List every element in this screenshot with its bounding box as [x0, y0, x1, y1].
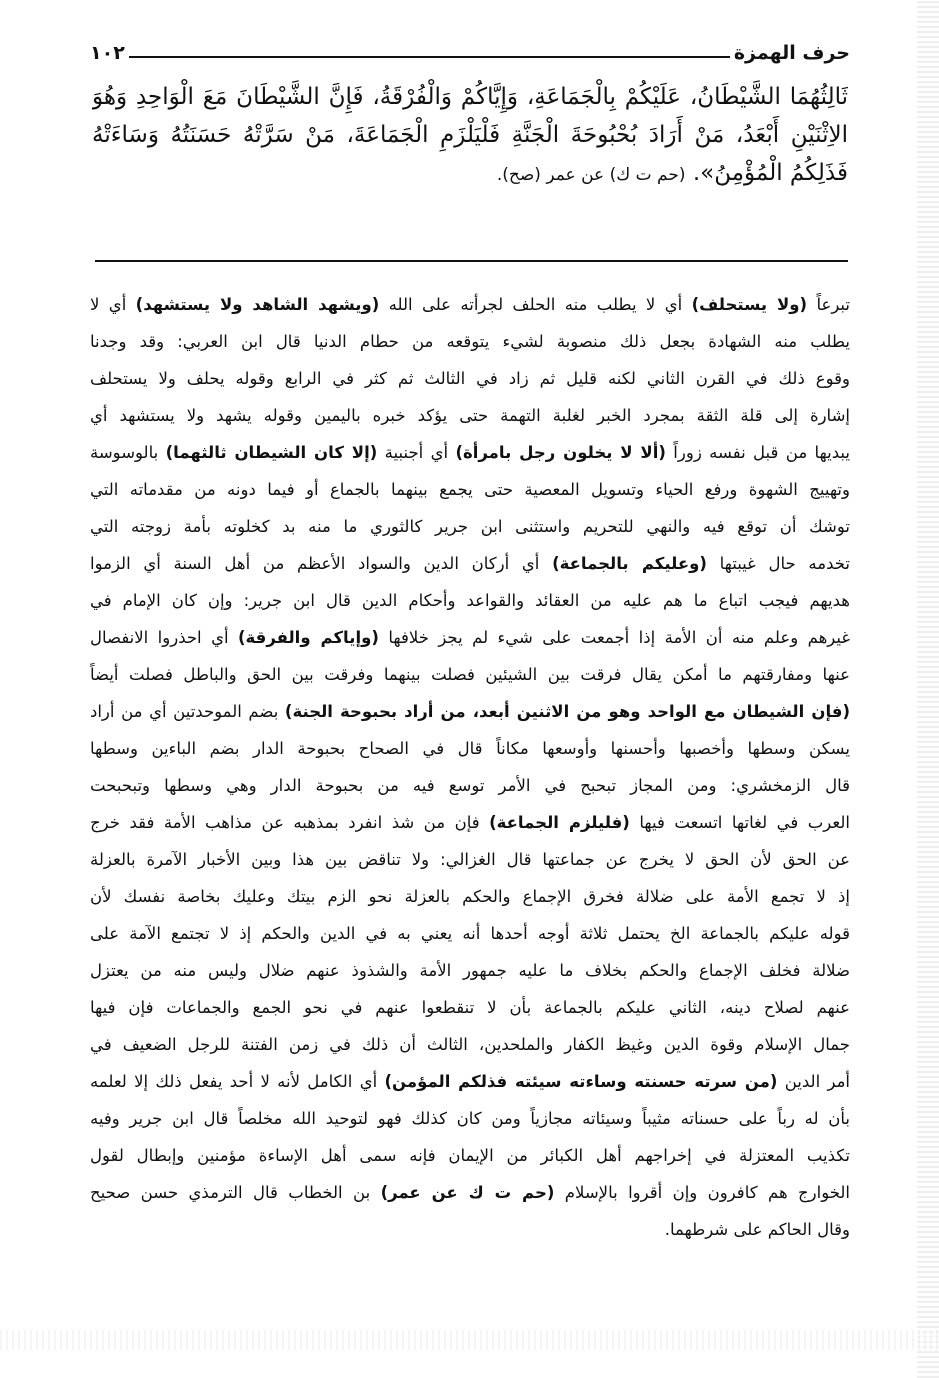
commentary-segment: تكذيب المعتزلة في إخراجهم أهل الكبائر من الإيمان فإنه سمى أهل الإساءة مؤمنين وإبطال لقول — [90, 1146, 850, 1165]
commentary-line — [90, 397, 850, 434]
commentary-segment: أمر الدين — [777, 1072, 850, 1091]
page-number: ١٠٢ — [90, 42, 125, 64]
commentary-line — [90, 952, 850, 989]
commentary-line — [90, 656, 850, 693]
commentary-line — [90, 323, 850, 360]
commentary-segment: جمال الإسلام وقوة الدين وغيظ الكفار والملحدين، الثالث أن ذلك في زمن الفتنة للرجل الضعيف في — [90, 1035, 850, 1054]
quoted-hadith-phrase: (حم ت ك عن عمر) — [380, 1183, 555, 1202]
commentary-segment: العرب في لغاتها اتسعت فيها — [629, 813, 850, 832]
header-rule — [129, 56, 730, 58]
commentary-segment: فإن من شذ انفرد بمذهبه عن مذاهب الأمة فقد خرج — [90, 813, 490, 832]
commentary-line — [90, 286, 850, 323]
commentary-segment: وقال الحاكم على شرطهما. — [664, 1220, 850, 1239]
commentary-line — [90, 1026, 850, 1063]
commentary-line — [90, 804, 850, 841]
commentary-segment: توشك أن توقع فيه والنهي للتحريم واستثنى ابن جرير كالثوري ما منه بد كخلوته بأمة زوجته التي — [90, 517, 850, 536]
commentary-segment: غيرهم وعلم منه أن الأمة إذا أجمعت على شيء لم يجز خلافها — [378, 628, 850, 647]
footnote-divider — [95, 260, 848, 262]
commentary-line — [90, 1137, 850, 1174]
commentary-segment: وتهييج الشهوة ورفع الحياء وتسويل المعصية حتى يجمع بينهما بالجماع أو فيما دونه من مقدماته التي — [90, 480, 850, 499]
commentary-segment: يسكن وسطها وأخصبها وأحسنها وأوسعها مكاناً قال في الصحاح بحبوحة الدار بضم الباءين وسطها — [90, 739, 850, 758]
commentary-line — [90, 582, 850, 619]
commentary-line — [90, 619, 850, 656]
hadith-reference: (حم ت ك) عن عمر (صح). — [496, 165, 686, 185]
commentary-line — [90, 989, 850, 1026]
hadith-line: ثَالِثُهُمَا الشَّيْطَانُ، عَلَيْكُمْ بِالْجَمَاعَةِ، وَإِيَّاكُمْ وَالْفُرْقَةُ، فَإِنَّ الشَّيْطَانَ مَعَ الْوَاحِدِ وَهُوَ — [92, 84, 848, 110]
scan-page-edge — [917, 0, 939, 1378]
commentary-line — [90, 841, 850, 878]
commentary-segment: أي أركان الدين والسواد الأعظم من أهل السنة أي الزموا — [90, 554, 553, 573]
commentary-line — [90, 878, 850, 915]
commentary-segment: بالوسوسة — [90, 443, 166, 462]
commentary-line — [90, 545, 850, 582]
commentary-segment: يطلب منه الشهادة بجعل ذلك منصوبة لشيء يتوقعه من حطام الدنيا قال ابن العربي: وقد وجدنا — [90, 332, 850, 351]
quoted-hadith-phrase: (ألا لا يخلون رجل بامرأة) — [455, 443, 666, 462]
chapter-title: حرف الهمزة — [733, 42, 850, 64]
commentary-segment: قال الزمخشري: ومن المجاز تبحبح في الأمر توسع فيه من بحبوحة الدار وهي وسطها وتبحبحت — [90, 776, 850, 795]
quoted-hadith-phrase: (ولا يستحلف) — [691, 295, 808, 314]
commentary-text — [90, 286, 850, 1248]
quoted-hadith-phrase: (من سرته حسنته وساءته سيئته فذلكم المؤمن) — [384, 1072, 778, 1091]
commentary-line — [90, 508, 850, 545]
commentary-segment: بأن له رباً على حسناته مثيباً وسيئاته مجازياً ومن كان كذلك فهو لتوحيد الله مخلصاً قال ابن جرير وفيه — [90, 1109, 850, 1128]
commentary-segment: يبديها من قبل نفسه زوراً — [665, 443, 850, 462]
quoted-hadith-phrase: (إلا كان الشيطان ثالثهما) — [165, 443, 378, 462]
commentary-segment: وقوع ذلك في القرن الثاني لكنه قليل ثم زاد في الثالث ثم كثر في الرابع وقوله يحلف ولا يستحلف — [90, 369, 850, 388]
hadith-line — [92, 154, 848, 192]
commentary-line — [90, 1100, 850, 1137]
quoted-hadith-phrase: (فإن الشيطان مع الواحد وهو من الاثنين أبعد، من أراد بحبوحة الجنة) — [284, 702, 850, 721]
commentary-segment: أي لا — [90, 295, 136, 314]
scan-bottom-edge — [0, 1330, 939, 1350]
commentary-line — [90, 767, 850, 804]
commentary-segment: عن الحق لأن الحق لا يخرج عن جماعتها قال الغزالي: ولا تناقض بين هذا وبين الأخبار الآمرة بالعزلة — [90, 850, 850, 869]
commentary-line — [90, 1174, 850, 1211]
commentary-segment: ضلالة فخلف الإجماع والحكم بخلاف ما عليه جمهور الأمة والشذوذ عنهم ضلال وليس منه من يعتزل — [90, 961, 850, 980]
commentary-line — [90, 434, 850, 471]
quoted-hadith-phrase: (ويشهد الشاهد ولا يستشهد) — [135, 295, 380, 314]
commentary-line — [90, 915, 850, 952]
commentary-segment: تخدمه حال غيبتها — [706, 554, 850, 573]
commentary-segment: إشارة إلى قلة الثقة بمجرد الخبر لغلبة التهمة حتى يؤكد خبره باليمين وقوله يشهد ولا يستشهد أي — [90, 406, 850, 425]
commentary-line — [90, 1211, 850, 1248]
commentary-segment: أي لا يطلب منه الحلف لجرأته على الله — [379, 295, 692, 314]
commentary-line — [90, 730, 850, 767]
commentary-line — [90, 471, 850, 508]
commentary-segment: قوله عليكم بالجماعة الخ يحتمل ثلاثة أوجه أحدها أنه يعني به في الدين والحكم إذ لا تجتمع الآمة على — [90, 924, 850, 943]
commentary-segment: هديهم فيجب اتباع ما هم عليه من العقائد والقواعد وأحكام الدين قال ابن جرير: وإن كان الإمام في — [90, 591, 850, 610]
commentary-segment: أي الكامل لأنه لا أحد يفعل ذلك إلا لعلمه — [90, 1072, 385, 1091]
hadith-text — [92, 78, 848, 192]
commentary-segment: بضم الموحدتين أي من أراد — [90, 702, 279, 721]
quoted-hadith-phrase: (فليلزم الجماعة) — [489, 813, 630, 832]
running-header — [90, 30, 850, 64]
commentary-segment: الخوارج هم كافرون وإن أقروا بالإسلام — [554, 1183, 850, 1202]
commentary-line — [90, 360, 850, 397]
commentary-segment: تبرعاً — [807, 295, 850, 314]
commentary-segment: بن الخطاب قال الترمذي حسن صحيح — [90, 1183, 381, 1202]
quoted-hadith-phrase: (وإياكم والفرقة) — [238, 628, 379, 647]
commentary-line — [90, 693, 850, 730]
commentary-segment: عنهم لصلاح دينه، الثاني عليكم بالجماعة بأن لا تنقطعوا عنهم في نحو الجمع والجماعات فإن فيها — [90, 998, 850, 1017]
hadith-line: الاِثْنَيْنِ أَبْعَدُ، مَنْ أَرَادَ بُحْبُوحَةَ الْجَنَّةِ فَلْيَلْزَمِ الْجَمَاعَةَ، مَنْ سَرَّتْهُ حَسَنَتُهُ وَسَاءَتْهُ — [92, 122, 848, 148]
commentary-segment: أي احذروا الانفصال — [90, 628, 238, 647]
quoted-hadith-phrase: (وعليكم بالجماعة) — [552, 554, 707, 573]
commentary-segment: إذ لا تجمع الأمة على ضلالة فخرق الإجماع والحكم بالعزلة نحو الزم بيتك وعليك بخاصة نفسك لأن — [90, 887, 850, 906]
commentary-line — [90, 1063, 850, 1100]
commentary-segment: أي أجنبية — [377, 443, 456, 462]
hadith-line-end: فَذَلِكُمُ الْمُؤْمِنُ». — [692, 160, 848, 186]
commentary-segment: عنها ومفارقتهم ما أمكن يقال فرقت بين الشيئين فصلت بينهما وفرقت بين الحق والباطل فصلت أيضاً — [90, 665, 850, 684]
